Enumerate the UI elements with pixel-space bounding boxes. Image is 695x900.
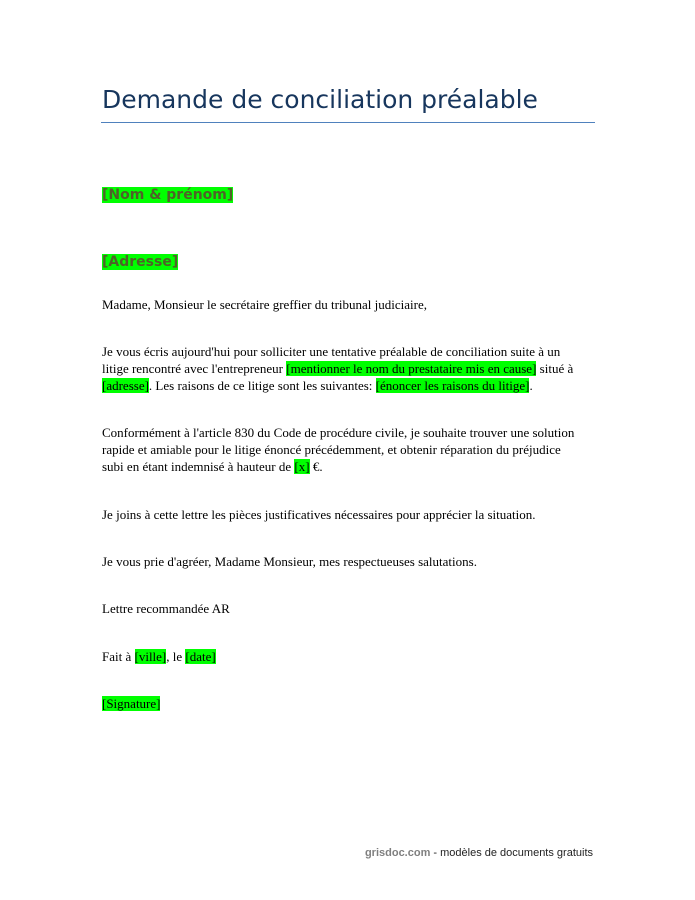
amount-placeholder: [x] xyxy=(294,459,310,474)
page-title: Demande de conciliation préalable xyxy=(102,85,538,114)
registered-mail-note: Lettre recommandée AR xyxy=(102,601,230,616)
date-prefix-text: , le xyxy=(166,649,186,664)
paragraph-request-line-1: Je vous écris aujourd'hui pour solliciter une tentative préalable de conciliation suite à un xyxy=(102,344,561,359)
compensation-text: subi en étant indemnisé à hauteur de xyxy=(102,459,295,474)
title-divider xyxy=(101,122,595,123)
contractor-name-placeholder: [mentionner le nom du prestataire mis en cause] xyxy=(286,361,537,376)
currency-text: €. xyxy=(309,459,323,474)
contractor-address-placeholder: [adresse] xyxy=(102,378,149,393)
date-placeholder: [date] xyxy=(185,649,216,664)
name-field-heading xyxy=(102,185,233,205)
city-placeholder: [ville] xyxy=(134,649,167,664)
paragraph-article xyxy=(102,424,602,475)
paragraph-article-line-3 xyxy=(102,458,602,475)
paragraph-article-line-2: rapide et amiable pour le litige énoncé précédemment, et obtenir réparation du préjudice xyxy=(102,442,561,457)
footer-tagline: - modèles de documents gratuits xyxy=(430,847,593,859)
paragraph-closing: Je vous prie d'agréer, Madame Monsieur, mes respectueuses salutations. xyxy=(102,554,477,569)
name-placeholder: [Nom & prénom] xyxy=(102,187,234,203)
paragraph-request-line-3 xyxy=(102,377,602,394)
page-footer xyxy=(365,845,593,861)
place-prefix-text: Fait à xyxy=(102,649,135,664)
paragraph-request-line-2 xyxy=(102,360,602,377)
located-text: situé à xyxy=(536,361,574,376)
address-placeholder: [Adresse] xyxy=(102,254,179,270)
address-field-heading xyxy=(102,252,178,272)
reasons-placeholder: [énoncer les raisons du litige] xyxy=(375,378,530,393)
signature-line xyxy=(102,695,602,712)
place-date-line xyxy=(102,648,602,665)
footer-brand: grisdoc.com xyxy=(364,847,431,859)
paragraph-request xyxy=(102,343,602,394)
reasons-end-text: . xyxy=(529,378,533,393)
greeting: Madame, Monsieur le secrétaire greffier du tribunal judiciaire, xyxy=(102,297,427,312)
paragraph-attachments: Je joins à cette lettre les pièces justificatives nécessaires pour apprécier la situation. xyxy=(102,507,536,522)
paragraph-article-line-1: Conformément à l'article 830 du Code de procédure civile, je souhaite trouver une solution xyxy=(102,425,575,440)
signature-placeholder: [Signature] xyxy=(102,696,161,711)
reasons-intro-text: . Les raisons de ce litige sont les suivantes: xyxy=(148,378,376,393)
contractor-intro-text: litige rencontré avec l'entrepreneur xyxy=(102,361,287,376)
